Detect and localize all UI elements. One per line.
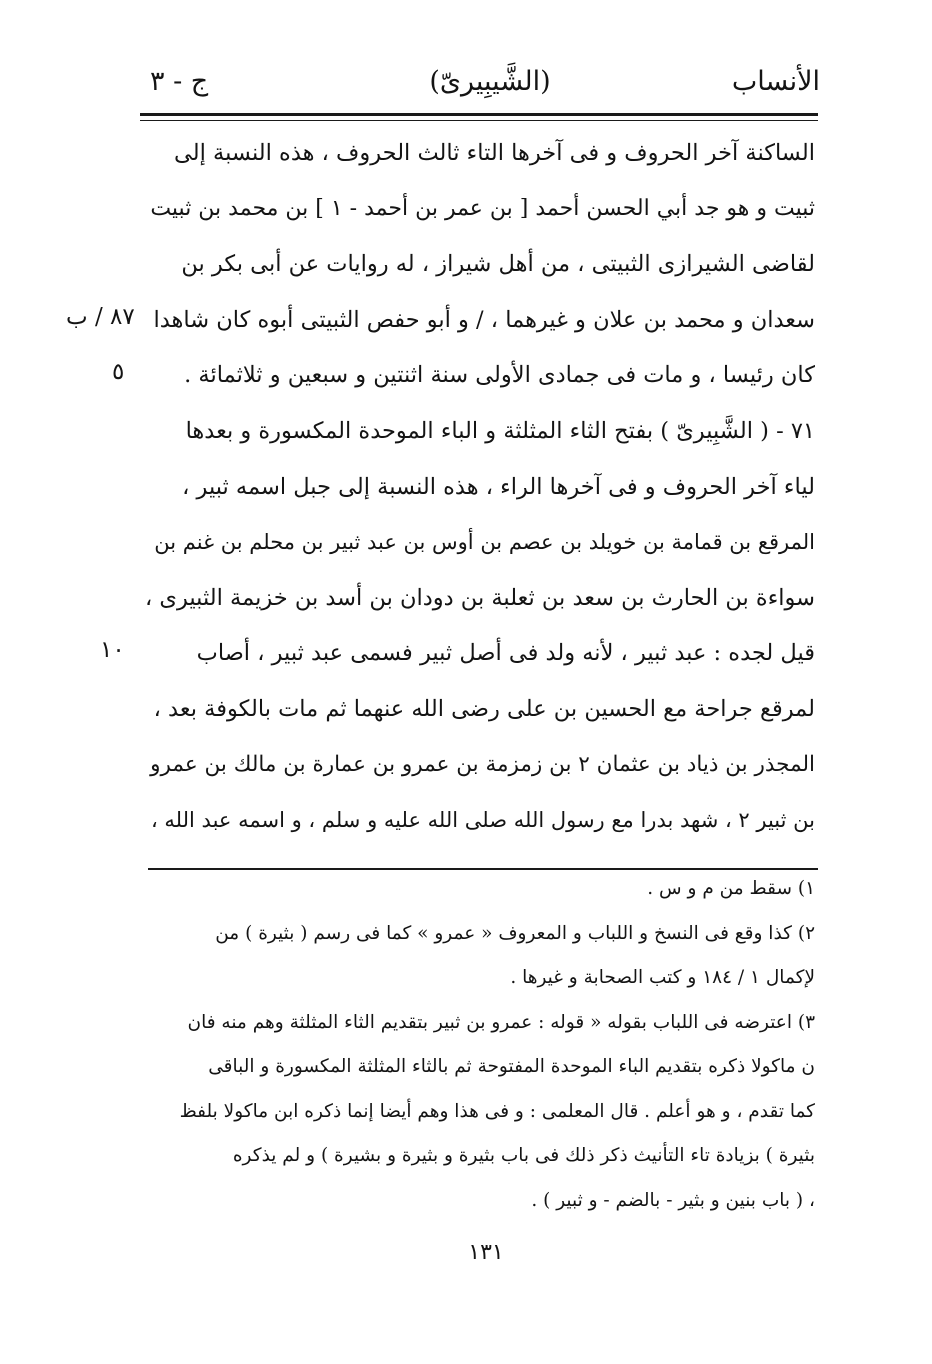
footnote-line: ١) سقط من م و س . — [647, 878, 815, 899]
header-rule-thin — [140, 120, 818, 121]
text-line: الساكنة آخر الحروف و فى آخرها التاء ثالث الحروف ، هذه النسبة إلى — [174, 140, 815, 166]
text-line: لقاضى الشيرازى الثبيتى ، من أهل شيراز ، له روايات عن أبى بكر بن — [181, 251, 815, 278]
text-line: كان رئيسا ، و مات فى جمادى الأولى سنة اثنتين و سبعين و ثلاثمائة . — [184, 362, 815, 389]
margin-note: ١٠ — [100, 637, 125, 664]
text-line: ٧١ - ( الشَّبِيرىّ ) بفتح الثاء المثلثة و الباء الموحدة المكسورة و بعدها — [185, 418, 815, 444]
header-rule-thick — [140, 113, 818, 116]
running-header-title: الأنساب — [731, 66, 820, 97]
text-line: لمرقع جراحة مع الحسين بن على رضى الله عنهما ثم مات بالكوفة بعد ، — [153, 696, 815, 722]
running-header-volume: ج - ٣ — [150, 66, 209, 97]
text-line: المجذر بن ذياد بن عثمان ٢ بن زمزمة بن عمرو بن عمارة بن مالك بن عمرو — [150, 751, 815, 777]
page-number: ١٣١ — [468, 1240, 504, 1265]
margin-note: ٥ — [112, 359, 125, 386]
text-line: سواءة بن الحارث بن سعد بن ثعلبة بن دودان بن أسد بن خزيمة الثبيرى ، — [145, 584, 815, 611]
running-header-entry: (الشَّيبِيرىّ) — [429, 66, 551, 97]
footnote-line: ، ( باب بنين و بثير - بالضم - و ثبير ) . — [531, 1189, 815, 1211]
text-line: لياء آخر الحروف و فى آخرها الراء ، هذه النسبة إلى جبل اسمه ثبير ، — [182, 473, 815, 500]
footnote-line: ن ماكولا ذكره بتقديم الباء الموحدة المفتوحة ثم بالثاء المثلثة المكسورة و الباقى — [208, 1056, 815, 1077]
text-line: ثبيت و هو جد أبي الحسن أحمد [ بن عمر بن أحمد - ١ ] بن محمد بن ثبيت — [150, 195, 815, 221]
footnote-line: ٣) اعترضه فى اللباب بقوله « قوله : عمرو بن ثبير بتقديم الثاء المثلثة وهم منه فان — [187, 1011, 815, 1033]
footnote-line: ٢) كذا وقع فى النسخ و اللباب و المعروف « عمرو » كما فى رسم ( بثيرة ) من — [215, 922, 815, 944]
text-line: المرقع بن قمامة بن خويلد بن عصم بن أوس بن عبد ثبير بن محلم بن غنم بن — [154, 530, 815, 555]
footnote-separator — [148, 868, 818, 870]
margin-note: ٨٧ / ب — [66, 303, 135, 330]
footnote-line: بثيرة ) بزيادة تاء التأنيث ذكر ذلك فى باب بثيرة و بثيرة و بشيرة ) و لم يذكره — [232, 1145, 815, 1166]
text-line: سعدان و محمد بن علان و غيرهما ، / و أبو حفص الثبيتى أبوه كان شاهدا — [153, 306, 815, 333]
text-line: بن ثبير ٢ ، شهد بدرا مع رسول الله صلى الله عليه و سلم ، و اسمه عبد الله ، — [150, 808, 815, 833]
footnote-line: كما تقدم ، و هو أعلم . قال المعلمى : و فى هذا وهم أيضا إنما ذكره ابن ماكولا بلفظ — [179, 1100, 815, 1122]
text-line: قيل لجده : عبد ثبير ، لأنه ولد فى أصل ثبير فسمى عبد ثبير ، أصاب — [196, 640, 815, 667]
footnote-line: لإكمال ١ / ١٨٤ و كتب الصحابة و غيرها . — [510, 967, 815, 988]
